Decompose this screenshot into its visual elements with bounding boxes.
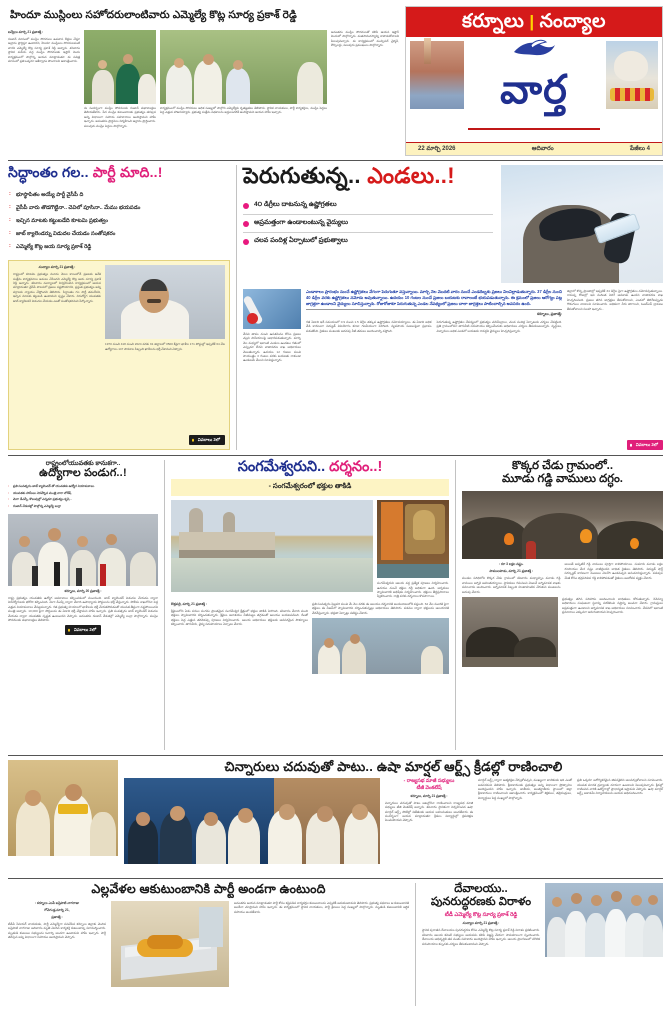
fire-col-2: అయితే అప్పటికే గడ్డి వాములు పూర్తిగా కాలిపోయాయి. సుమారు మూడు లక్షల రూపాయల మేర నష్టం వాటిల్లిందని బాధిత రైతులు తెలిపారు. విద్యుత్ షార్ట్ సర్క్యూట్ కారణంగా మంటలు చెలరేగి ఉండవచ్చని అనుమానిస్తున్నారు. పశువుల మేత కోసం భద్రపరిచిన గడ్డి కాలిపోవడంతో రైతులు ఆందోళన వ్యక్తం చేశారు. bbox=[564, 562, 663, 580]
rally-photo-b bbox=[160, 30, 327, 104]
fire-col-1: మండల పరిధిలోని కొక్కర చేడు గ్రామంలో శనివారం మధ్యాహ్నం మూడు గడ్డి వాములు అగ్నికి ఆహుతయ్యాయి. స్థానికులు గమనించి వెంటనే అగ్నిమాపక శాఖకు సమాచారం అందించారు. అగ్నిమాపక సిబ్బంది హుటాహుటిన చేరుకుని మంటలను అదుపు చేశారు. bbox=[462, 576, 561, 594]
band-three-stories bbox=[8, 455, 663, 750]
masthead-left-story bbox=[8, 6, 399, 156]
submerged-temple-photo bbox=[171, 500, 373, 592]
jobs-bullets bbox=[8, 483, 158, 509]
bottom-left-headline: ఎల్లవేళల ఆకుటుంబానికి పార్టీ అండగా ఉంటుంది bbox=[91, 882, 326, 896]
heat-bullet-text: 4౦ డిగ్రీలు దాటనున్న ఉష్ణోగ్రతలు bbox=[254, 201, 337, 208]
fire-kicker: : రూ 3 లక్షల నష్టం. bbox=[499, 562, 524, 567]
press-meet-photo bbox=[8, 514, 158, 586]
leaders-group-photo bbox=[545, 883, 663, 957]
bottom-right-headline bbox=[422, 883, 540, 909]
issue-date: 22 మార్చి 2026 bbox=[418, 146, 456, 152]
band-bottom-stories bbox=[8, 878, 663, 1006]
bottom-right-subheading: టీడీ ఎమ్మెల్యే కొట్ల సూర్య ప్రకాశ్ రెడ్డి bbox=[444, 912, 518, 919]
usha-headline: చిన్నారులు చదువుతో పాటు.. ఉషా మార్షల్ ఆర్ట్స్ క్రీడల్లో రాణించాలి bbox=[224, 759, 563, 774]
heat-bullet-list bbox=[243, 197, 493, 250]
bottom-left-byline-1: గోనెగండ్ల,మార్చి 21, bbox=[44, 907, 70, 912]
story-jobs bbox=[8, 460, 158, 750]
bottom-right-headline-line2: పునరుద్ధరణకు విరాళం bbox=[430, 896, 532, 909]
heat-col-3: పెరుగుతున్న ఉష్ణోగ్రతల నేపథ్యంలో ప్రభుత్వం చలివేంద్రాలు, చలవ పందిళ్ల ఏర్పాటుకు చర్యలు చేపట్టింది. ప్రతి గ్రామంలోనూ తాగునీటి సదుపాయం కల్పించేందుకు అధికారులు చర్యలు తీసుకుంటున్నారు. వృద్ధులు, చిన్నారులు అధిక ఎండలో బయటకు రావద్దని వైద్యులు హెచ్చరిస్తున్నారు. bbox=[436, 319, 562, 333]
brand-logo-area bbox=[406, 37, 662, 142]
top-story-col-3: కార్యక్రమంలో ముస్లిం సోదరులు అధిక సంఖ్యలో పాల్గొని ఎమ్మెల్యేకు కృతజ్ఞతలు తెలిపారు. స్థానిక నాయకులు, పార్టీ కార్యకర్తలు, ముస్లిం పెద్దలు పెద్ద ఎత్తున హాజరయ్యారు. ప్రభుత్వ సంక్షేమ పథకాలను అర్హులందరికీ అందిస్తామని ఆయన హామీ ఇచ్చారు. bbox=[160, 106, 327, 115]
list-item bbox=[243, 215, 493, 232]
heat-bullet-text: అప్రమత్తంగా ఉండాలంటున్న వైద్యులు bbox=[254, 219, 348, 226]
bullet-dot-icon bbox=[243, 239, 249, 245]
page-count: పేజీలు 4 bbox=[630, 146, 650, 152]
heat-headline-part2: ఎండలు..! bbox=[360, 163, 455, 188]
jobs-body: రాష్ట్ర ప్రభుత్వం యువతకు ఉద్యోగ అవకాశాలు కల్పించడంలో ముందుంది. జాబ్ క్యాలెండర్ విడుదల చేయడం ద్వారా నిరుద్యోగులకు భరోసా కల్పించింది. మెగా డీఎస్సీ ద్వారా వేలాది ఉపాధ్యాయ పోస్టులను భర్తీ చేస్తున్నారు. పోలీసు శాఖలోనూ పెద్ద ఎత్తున నియామకాలు చేపట్టనున్నారు. గత ప్రభుత్వ హయాంలో ఖాళీలను భర్తీ చేయకపోవడంతో యువత తీవ్రంగా నష్టపోయిందని మంత్రి అన్నారు. 10,000 పైగా పోస్టులను ఈ ఏడాది భర్తీ చేస్తామని హామీ ఇచ్చారు. ప్రతి సంవత్సరం జాబ్ క్యాలెండర్ విడుదల చేయడం ద్వారా యువతకు స్పష్టత ఉంటుందని చెప్పారు. అనంతరం రంజాన్ వేడుకల్లో ఎమ్మెల్యే బుర్రా పాల్గొన్నారు. ముస్లిం సోదరులకు శుభాకాంక్షలు తెలిపారు. bbox=[8, 596, 158, 622]
story-fire bbox=[455, 460, 663, 750]
edition-right: నంద్యాల bbox=[539, 11, 607, 32]
siddhantam-byline: నంద్యాల మార్చి 21 ప్రజాశక్తి : bbox=[38, 265, 76, 270]
dateline-bar bbox=[406, 142, 662, 155]
temple-subheading: - సంగమేశ్వరంలో భక్తుల తాకిడి bbox=[171, 479, 449, 496]
memorial-garland-photo bbox=[111, 901, 229, 987]
bull-image bbox=[606, 41, 658, 109]
siddhantam-bullets bbox=[8, 188, 230, 253]
heat-drinking-water-photo bbox=[501, 165, 663, 283]
top-story-col-1: రంజాన్ మాసంలో ముస్లిం సోదరులు ఉపవాస దీక్షలు చేస్తూ అల్లాను ప్రార్థిస్తూ ఉంటారని, హిందూ ముస్లింలు సోదరులవంటి వారని ఎమ్మెల్యే కొట్ల సూర్య ప్రకాశ్ రెడ్డి అన్నారు. శనివారం స్థానిక మసీదు వద్ద ముస్లిం సోదరులకు ఇఫ్తార్ విందు కార్యక్రమంలో పాల్గొన్న ఆయన మాట్లాడుతూ ఈ పవిత్ర మాసంలో ప్రతి ఒక్కరూ ఆశీర్వాదం పొందాలని ఆకాంక్షించారు. bbox=[8, 37, 80, 64]
heat-headline-part1: పెరుగుతున్న.. bbox=[243, 163, 361, 188]
bullet-dot-icon bbox=[243, 221, 249, 227]
siddhantam-headline-part1: సిద్ధాంతం గల.. bbox=[8, 164, 89, 180]
story-heatwave bbox=[236, 165, 663, 450]
fire-col-3: ప్రభుత్వం తగిన పరిహారం అందించాలని బాధితులు కోరుతున్నారు. రెవెన్యూ అధికారులు సంఘటనా స్థలాన్ని పరిశీలించి నష్టాన్ని అంచనా వేశారు. గ్రామస్తులు అప్రమత్తంగా ఉండాలని అగ్నిమాపక శాఖ అధికారులు సూచించారు. వేసవిలో ఇలాంటి ప్రమాదాలు ఎక్కువగా జరుగుతాయని హెచ్చరించారు. bbox=[562, 597, 663, 615]
bottom-right-headline-line1: దేవాలయు.. bbox=[454, 883, 508, 895]
story-siddhantam bbox=[8, 165, 230, 450]
child-award-photo bbox=[8, 760, 118, 856]
brand-word: వార్త bbox=[500, 67, 568, 112]
devotees-photo bbox=[312, 618, 449, 674]
siddhantam-body-1: రాష్ట్రంలో కూటమి ప్రభుత్వం మూడు నెలల కాలంలోనే ప్రజలకు అనేక సంక్షేమ కార్యక్రమాలు అమలు చేసిందని ఎమ్మెల్యే కొట్ల జయ సూర్య ప్రకాశ్ రెడ్డి అన్నారు. శనివారం నంద్యాలలో నిర్వహించిన కార్యక్రమంలో ఆయన మాట్లాడుతూ వైసీపీ పాలనలో ప్రజలు నష్టపోయారని, ప్రస్తుత ప్రభుత్వం అన్ని వర్గాలకు న్యాయం చేస్తోందని తెలిపారు. సిద్ధాంతం గల పార్టీ తమదేనని, ఇచ్చిన మాటకు కట్టుబడి ఉంటామని స్పష్టం చేశారు. నిరుద్యోగ యువతకు జాబ్ క్యాలెండర్ విడుదల చేయడం ఎంతో సంతోషకరమని పేర్కొన్నారు. bbox=[13, 272, 101, 303]
temple-col-3: సంగమేశ్వరుని ఆలయ వద్ద ప్రత్యేక పూజలు నిర్వహించారు. ఉదయం నుంచే భక్తుల రద్దీ అధికంగా ఉంది. అర్చకులు స్వామివారికి అభిషేకం నిర్వహించారు. భక్తులు తీర్థప్రసాదాలు స్వీకరించారు. రాత్రి వరకు దర్శనాలు కొనసాగాయి. bbox=[377, 581, 449, 599]
band-heat-and-party bbox=[8, 160, 663, 450]
usha-credit-line2: టీజీ వెంకటేష్ bbox=[416, 784, 442, 791]
fire-byline: పాములపాడు, మార్చి 21 ప్రజాశక్తి : bbox=[489, 569, 534, 574]
fort-image bbox=[410, 41, 464, 109]
burning-haystack-photo bbox=[462, 491, 663, 559]
heat-source-line: కర్నూలు, ప్రజాశక్తి: bbox=[306, 309, 562, 317]
bottom-left-kicker: : కర్నూలు ఎంపీ బస్తిపాటి నాగరాజు bbox=[34, 900, 80, 905]
charred-remains-photo bbox=[462, 597, 558, 667]
jobs-kicker: రాష్ట్రంలోయువతకు కానుకగా.. bbox=[45, 460, 121, 467]
brand-underline bbox=[468, 128, 600, 130]
list-item: : ఇచ్చిన మాటకు కట్టుబడేది కూటమి ప్రభుత్వం bbox=[8, 214, 230, 227]
usha-ceremony-photo bbox=[124, 778, 380, 864]
usha-right-col: ప్రతి ఒక్కరూ ఆరోగ్యకరమైన జీవనశైలిని అలవర్చుకోవాలని సూచించారు. యువత మాదక ద్రవ్యాలకు దూరంగా ఉండాలని పిలుపునిచ్చారు. క్రీడల్లో రాణించిన వారికి ఉద్యోగాల్లో ప్రాధాన్యత ఇస్తామని చెప్పారు. ఉషా మార్షల్ ఆర్ట్స్ అకాడమీ నిర్వాహకులను ఆయన అభినందించారు. bbox=[577, 778, 663, 796]
bottom-left-byline-2: ప్రజాశక్తి : bbox=[51, 914, 63, 919]
leader-portrait-photo bbox=[105, 265, 225, 339]
temple-headline-part2: దర్శనం..! bbox=[325, 459, 383, 475]
list-item: : ప్రతి సంవత్సరం జాబ్ క్యాలెండర్ తో యువతకు ఉద్యోగ నియామకాలు. bbox=[8, 484, 95, 489]
siddhantam-headline-part2: పార్టీ మాది..! bbox=[88, 164, 163, 180]
temple-headline-part1: సంగమేశ్వరుని.. bbox=[237, 459, 326, 475]
temple-headline bbox=[171, 460, 449, 475]
list-item: : వైసీపీ వారు తొడగొట్టినా.. చెవిలో పూసినా.. మేము భయపడం bbox=[8, 201, 230, 214]
siddhantam-headline bbox=[8, 165, 230, 180]
usha-credit-line1: - రాజ్యసభ మాజీ సభ్యులు bbox=[403, 778, 455, 785]
bullet-dot-icon bbox=[243, 203, 249, 209]
heat-bullet-text: చలవ పందిళ్ల ఏర్పాటులో ప్రభుత్వాలు bbox=[254, 237, 348, 244]
siddhantam-yellow-box bbox=[8, 260, 230, 450]
jobs-more-tag[interactable]: వివరాలు 2లో bbox=[65, 625, 101, 635]
heat-col-4: జిల్లాలో కొన్ని ప్రాంతాల్లో ఇప్పటికే 34 డిగ్రీల పైగా ఉష్ణోగ్రతలు నమోదవుతున్నాయి. రానున్న రోజుల్లో ఇవి మరింత పెరిగే అవకాశం ఉందని వాతావరణ శాఖ హెచ్చరించింది. ప్రజలు తగిన జాగ్రత్తలు తీసుకోవాలని, ఎండలో తిరిగేటప్పుడు గొడుగులు వాడాలని సూచించారు. అధికంగా నీరు తాగాలని, ఓఆర్ఎస్ ద్రావణం తీసుకోవాలని సలహా ఇచ్చారు... bbox=[567, 289, 663, 311]
heat-col-1: వేసవి తాపం నుంచి ఉపశమనం కోసం ప్రజలు చల్లని పానీయాలపై ఆధారపడుతున్నారు. మార్చి నెల మధ్యలో ఇలాంటి ఎండలు ఉండటం గతంలో ఎప్పుడూ లేదని వాతావరణ శాఖ అధికారులు చెబుతున్నారు. ఉదయం 12 గంటల నుంచి సాయంత్రం 3 గంటల వరకు బయటకు రాకుండా ఉండటమే మేలని సూచిస్తున్నారు. bbox=[243, 332, 301, 363]
top-headline: హిందూ ముస్లింలు సహోదరులాంటివారు ఎమ్మెల్యే కొట్ల సూర్య ప్రకాశ్ రెడ్డి bbox=[10, 9, 297, 21]
usha-col-1: చిన్నారులు చదువుతో పాటు ఆటల్లోనూ రాణించాలని రాజ్యసభ మాజీ సభ్యులు టీజీ వెంకటేష్ అన్నారు. శనివారం స్థానికంగా నిర్వహించిన ఉషా మార్షల్ ఆర్ట్స్ పోటీల్లో విజేతలకు ఆయన బహుమతులు అందజేశారు. ఈ సందర్భంగా ఆయన మాట్లాడుతూ క్రీడలు విద్యార్థుల్లో క్రమశిక్షణ పెంచుతాయని చెప్పారు. bbox=[385, 800, 473, 823]
usha-credit bbox=[385, 778, 473, 791]
list-item bbox=[243, 233, 493, 250]
temple-col-1: శ్రీశైలంలోని ఏడు నదుల సంగమ ప్రాంతమైన సంగమేశ్వర క్షేత్రంలో భక్తుల తాకిడి పెరిగింది. శనివారం వేలాది మంది భక్తులు స్వామివారిని దర్శించుకున్నారు. శ్రీశైలం జలాశయం నీటిమట్టం తగ్గడంతో ఆలయం బయటపడింది. దీంతో భక్తులు పెద్ద ఎత్తున తరలివచ్చి పూజలు నిర్వహించారు. ఆలయ అధికారులు భక్తులకు అవసరమైన సౌకర్యాలు కల్పించారు. తాగునీరు, వైద్య సదుపాయాలు ఏర్పాటు చేశారు. bbox=[171, 608, 308, 626]
list-item: : భూస్థాపితం అయ్యే పార్టీ వైసీపీ ది bbox=[8, 188, 230, 201]
siddhantam-body-2: 1970 నుంచి 418 నుంచి 2024 వరకు 91 జిల్లాలలో 3500 కిపైగా ఖాళీల 171 పోస్టుల్లో ఇప్పటికే 64 వేల ఉద్యోగాలు 147 పాఠశాల సిబ్బంది ఖాళీలను భర్తీ చేశామని చెప్పారు. bbox=[105, 342, 225, 351]
dove-icon bbox=[511, 39, 557, 59]
top-story-col-2: ఈ సందర్భంగా ముస్లిం సోదరులకు రంజాన్ శుభాకాంక్షలు తెలియజేశారు. పేద ముస్లిం కుటుంబాలకు ప్రభుత్వం తరఫున అన్ని విధాలుగా సహాయ సహకారాలు అందిస్తామని హామీ ఇచ్చారు. అనంతరం ప్రార్థనలు నిర్వహించి అల్లాను ప్రార్థించారు. పలువురు ముస్లిం పెద్దలు పాల్గొన్నారు. bbox=[84, 106, 156, 128]
heat-headline bbox=[243, 165, 493, 187]
usha-col-2: మార్షల్ ఆర్ట్స్ ద్వారా ఆత్మరక్షణ నేర్చుకోవచ్చని, ముఖ్యంగా బాలికలకు ఇది ఎంతో అవసరమని తెలిపారు. క్రీడాకారులకు ప్రభుత్వం అన్ని విధాలుగా ప్రోత్సాహం అందిస్తుందని హామీ ఇచ్చారు. జాతీయ, అంతర్జాతీయ స్థాయిలో జిల్లా క్రీడాకారులు రాణించాలని ఆకాంక్షించారు. కార్యక్రమంలో శిక్షకులు, తల్లిదండ్రులు, విద్యార్థులు పెద్ద సంఖ్యలో పాల్గొన్నారు. bbox=[478, 778, 572, 800]
jobs-byline: కర్నూలు, మార్చి 20 ప్రజాశక్తి : bbox=[64, 589, 102, 594]
heat-col-2: గత ఏడాది ఇదే సమయంలో 0.9 నుంచి 1.5 డిగ్రీల తక్కువ ఉష్ణోగ్రతలు నమోదయ్యాయి. ఈ ఏడాది అధిక వేడి కారణంగా విద్యుత్ వినియోగం కూడా గణనీయంగా పెరిగింది. వ్యవసాయ పంటలపైనా ప్రభావం పడుతోంది. రైతులు పంటలకు అదనపు నీటి తడులు అందించాల్సి వస్తోంది. bbox=[306, 319, 432, 333]
list-item: : ఎమ్మెల్యే కొట్ల జయ సూర్య ప్రకాశ్ రెడ్డి bbox=[8, 240, 230, 253]
usha-left-photo-block bbox=[8, 760, 118, 873]
story-usha bbox=[124, 760, 663, 873]
heat-lead-paragraph: ఎండాకాలం ప్రారంభం నుంచే ఉష్ణోగ్రతలు వేగంగా పెరుగుతూ వస్తున్నాయి. మార్చి నెల మొదటి వారం నుంచే ఎండదెబ్బకు ప్రజలు విలవిల్లాడుతున్నారు. 37 డిగ్రీల నుంచి 40 డిగ్రీల వరకు ఉష్ణోగ్రతలు నమోదు అవుతున్నాయి. ఉదయం 10 గంటల నుంచే ప్రజలు బయటకు రావాలంటే భయపడుతున్నారు. ఈ క్రమంలో ప్రజలు ఆరోగ్యం పట్ల జాగ్రత్తగా ఉండాలని వైద్యులు సూచిస్తున్నారు. రోజురోజుకూ పెరుగుతున్న ఎండల నేపథ్యంలో ప్రజలు చాలా జాగ్రత్తలు పాటించాల్సిన అవసరం ఉంది. bbox=[306, 289, 562, 307]
masthead bbox=[8, 6, 663, 156]
temple-col-2: ప్రతి సంవత్సరం ఫిబ్రవరి నుంచి మే నెల వరకు ఈ ఆలయం దర్శనానికి అందుబాటులోకి వస్తుంది. 64 వేల మందికి పైగా భక్తులు ఈ సీజన్‌లో స్వామివారిని దర్శించుకున్నట్లు అధికారులు తెలిపారు. పడవల ద్వారా భక్తులను ఆలయానికి చేరవేస్తున్నారు. భద్రతా ఏర్పాట్లు పటిష్టం చేశారు. bbox=[312, 601, 449, 615]
rally-photo-a bbox=[84, 30, 156, 104]
list-item: : మెగా డీఎస్సీ, కొలువుల్లో ఎన్నడూ ప్రభుత్వం కృషి .. bbox=[8, 497, 73, 502]
priest-idol-photo bbox=[377, 500, 449, 578]
temple-byline: కొత్తపల్లి, మార్చి 21 ప్రజాశక్తి : bbox=[171, 601, 208, 606]
jobs-headline: ఉద్యోగాల పండుగ..! bbox=[39, 467, 127, 480]
fire-headline bbox=[462, 460, 663, 486]
bottom-left-col-2: అనంతరం ఆయన మాట్లాడుతూ పార్టీ కోసం కష్టపడిన కార్యకర్తల కుటుంబాలను ఎప్పటికీ ఆదుకుంటామని తెలిపారు. ప్రభుత్వ పథకాలు ఆ కుటుంబానికి అందేలా చూస్తామని హామీ ఇచ్చారు. ఈ కార్యక్రమంలో స్థానిక నాయకులు, పార్టీ శ్రేణులు పెద్ద సంఖ్యలో పాల్గొన్నారు. మృతుడి కుటుంబానికి ఆర్థిక సహాయం అందజేశారు. bbox=[234, 900, 409, 914]
list-item: : రంజాన్ వేడుకల్లో పాల్గొన్న ఎమ్మెల్యే బుర్రా bbox=[8, 503, 61, 508]
top-story-col-4: అనంతరం ముస్లిం సోదరులతో కలిసి ఆయన ఇఫ్తార్ విందులో పాల్గొన్నారు. మతసామరస్యాన్ని కాపాడుకోవాలని పిలుపునిచ్చారు. ఈ కార్యక్రమంలో మున్సిపల్ చైర్మన్, కౌన్సిలర్లు, పలువురు ప్రముఖులు పాల్గొన్నారు. bbox=[331, 30, 399, 48]
siddhantam-more-tag[interactable]: వివరాలు 2లో bbox=[189, 435, 225, 445]
bottom-right-byline: నంద్యాల మార్చి 21 ప్రజాశక్తి : bbox=[462, 921, 500, 926]
story-temple-donation bbox=[415, 883, 663, 1006]
fire-headline-line2: మూడు గడ్డి వాములు దగ్ధం. bbox=[502, 473, 623, 486]
issue-day: ఆదివారం bbox=[531, 146, 554, 152]
thermometer-photo bbox=[243, 289, 301, 329]
bottom-right-col: స్థానిక పురాతన దేవాలయం పునరుద్ధరణ కోసం ఎమ్మెల్యే కొట్ల సూర్య ప్రకాశ్ రెడ్డి విరాళం ప్రకటించారు. శనివారం ఆలయ కమిటీ సభ్యులు ఆయనను కలిసి విజ్ఞప్తి చేయగా సానుకూలంగా స్పందించారు. దేవాలయ అభివృద్ధికి తన వంతు సహకారం అందిస్తానని హామీ ఇచ్చారు. ఆలయ ప్రాంగణంలో మౌలిక సదుపాయాల కల్పనకు చర్యలు తీసుకుంటామని చెప్పారు. bbox=[422, 928, 540, 946]
fire-headline-line1: కొక్కర చేడు గ్రామంలో.. bbox=[511, 460, 614, 472]
bottom-left-col-1: టీడీపీ సీనియర్ నాయకుడు, పార్టీ ఎమ్మెల్యేగా పనిచేసిన కర్నూలు జిల్లాకు చెందిన బస్తిపాటి నాగరాజు ఆదివారం మృతి చెందిన కార్యకర్త కుటుంబాన్ని పరామర్శించారు. మృతుడి కుటుంబ సభ్యులను ఓదార్చి అండగా ఉంటామని హామీ ఇచ్చారు. పార్టీ తరఫున అన్ని విధాలుగా సహాయం అందిస్తామని చెప్పారు. bbox=[8, 921, 106, 939]
list-item: : యువతకు హామీలు నెరవేర్చిన మంత్రి నారా లోకేష్. bbox=[8, 490, 72, 495]
edition-left: కర్నూలు bbox=[461, 11, 525, 32]
heat-more-tag[interactable]: వివరాలు 2లో bbox=[627, 440, 663, 450]
masthead-nameplate bbox=[405, 6, 663, 156]
top-story-byline: బద్వేలు మార్చి 21 ప్రజాశక్తి : bbox=[8, 30, 44, 34]
usha-byline: కర్నూలు, మార్చి 21 ప్రజాశక్తి : bbox=[410, 793, 448, 798]
list-item bbox=[243, 197, 493, 214]
story-temple bbox=[164, 460, 449, 750]
band-usha-martial-arts bbox=[8, 755, 663, 873]
edition-title-bar bbox=[406, 7, 662, 37]
list-item: : జాబ్ క్యాలెండర్ను విడుదల చేయడం సంతోషకరం bbox=[8, 227, 230, 240]
story-party-support bbox=[8, 883, 409, 1006]
edition-separator: | bbox=[529, 12, 535, 31]
